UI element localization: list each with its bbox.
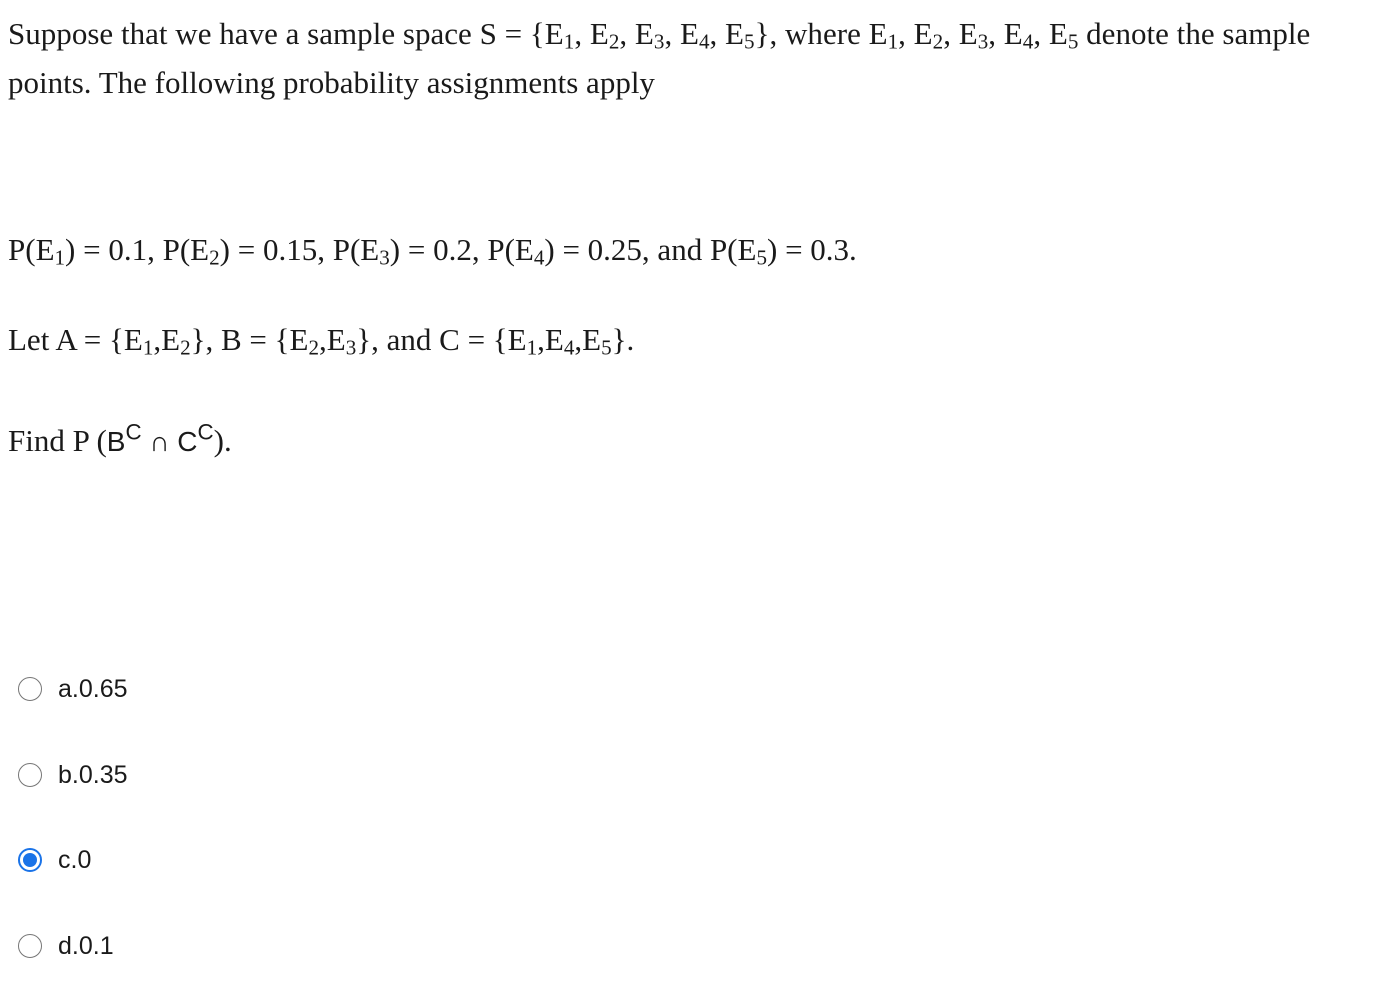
intro-text: , E bbox=[664, 16, 699, 51]
probability-assignments bbox=[8, 226, 1386, 274]
subscript: 5 bbox=[744, 29, 755, 54]
choice-letter: b. bbox=[58, 760, 79, 789]
radio-button[interactable] bbox=[18, 677, 42, 701]
subscript: 4 bbox=[533, 245, 545, 270]
find-text: Find P ( bbox=[8, 423, 107, 458]
subscript: 3 bbox=[653, 29, 665, 54]
set-text: ,E bbox=[537, 322, 564, 357]
set-definitions bbox=[8, 316, 1386, 364]
intro-text: , E bbox=[709, 16, 745, 51]
subscript: 4 bbox=[563, 335, 575, 360]
subscript: 2 bbox=[932, 29, 944, 54]
subscript: 3 bbox=[345, 335, 357, 360]
subscript: 2 bbox=[308, 335, 320, 360]
intro-text: , E bbox=[574, 16, 609, 51]
prob-text: ) = 0.25, and P(E bbox=[544, 232, 757, 267]
complement-superscript: C bbox=[125, 419, 142, 445]
intro-text: , E bbox=[988, 16, 1023, 51]
set-text: ,E bbox=[319, 322, 346, 357]
choice-d[interactable] bbox=[18, 926, 114, 966]
intro-text: , E bbox=[898, 16, 933, 51]
choice-value: 0.1 bbox=[78, 931, 114, 960]
choice-letter: d. bbox=[58, 931, 79, 960]
subscript: 4 bbox=[698, 29, 710, 54]
find-close: ). bbox=[213, 423, 232, 458]
subscript: 2 bbox=[180, 335, 191, 360]
prob-text: P(E bbox=[8, 232, 55, 267]
intro-text: , E bbox=[1033, 16, 1068, 51]
question-intro-line-1 bbox=[8, 10, 1386, 58]
subscript: 2 bbox=[209, 245, 220, 270]
set-text: ,E bbox=[574, 322, 602, 357]
intro-text: , E bbox=[619, 16, 654, 51]
subscript: 1 bbox=[563, 29, 575, 54]
choice-value: 0 bbox=[77, 845, 92, 874]
set-text: }. bbox=[611, 322, 635, 357]
subscript: 5 bbox=[1067, 29, 1079, 54]
complement-superscript: C bbox=[197, 419, 214, 445]
set-text: }, B = {E bbox=[190, 322, 309, 357]
intro-text: Suppose that we have a sample space S = {E bbox=[8, 16, 564, 51]
subscript: 2 bbox=[608, 29, 620, 54]
radio-button[interactable] bbox=[18, 934, 42, 958]
set-text: Let A = {E bbox=[8, 322, 143, 357]
choice-a[interactable] bbox=[18, 669, 128, 709]
prob-text: ) = 0.1, P(E bbox=[65, 232, 210, 267]
complement-b: B bbox=[106, 426, 126, 457]
subscript: 1 bbox=[887, 29, 899, 54]
question-intro-line-2: points. The following probability assignments apply bbox=[8, 65, 655, 100]
choice-c[interactable] bbox=[18, 840, 91, 880]
choice-value: 0.65 bbox=[78, 674, 128, 703]
prob-text: ) = 0.15, P(E bbox=[219, 232, 380, 267]
choice-letter: c. bbox=[58, 845, 78, 874]
subscript: 1 bbox=[526, 335, 538, 360]
subscript: 3 bbox=[977, 29, 989, 54]
subscript: 4 bbox=[1022, 29, 1034, 54]
prob-text: ) = 0.3. bbox=[767, 232, 857, 267]
subscript: 1 bbox=[54, 245, 66, 270]
choice-value: 0.35 bbox=[78, 760, 128, 789]
intro-text: , E bbox=[943, 16, 978, 51]
set-text: }, and C = {E bbox=[356, 322, 527, 357]
intro-text: }, where E bbox=[754, 16, 888, 51]
intersection-c: ∩ C bbox=[141, 426, 198, 457]
choice-b[interactable] bbox=[18, 755, 128, 795]
intro-text: denote the sample bbox=[1078, 16, 1311, 51]
subscript: 5 bbox=[756, 245, 767, 270]
question-prompt bbox=[8, 417, 1386, 466]
subscript: 1 bbox=[142, 335, 154, 360]
radio-button[interactable] bbox=[18, 763, 42, 787]
radio-button-selected[interactable] bbox=[18, 848, 42, 872]
set-text: ,E bbox=[153, 322, 181, 357]
prob-text: ) = 0.2, P(E bbox=[389, 232, 534, 267]
choice-letter: a. bbox=[58, 674, 79, 703]
subscript: 5 bbox=[601, 335, 612, 360]
subscript: 3 bbox=[379, 245, 390, 270]
